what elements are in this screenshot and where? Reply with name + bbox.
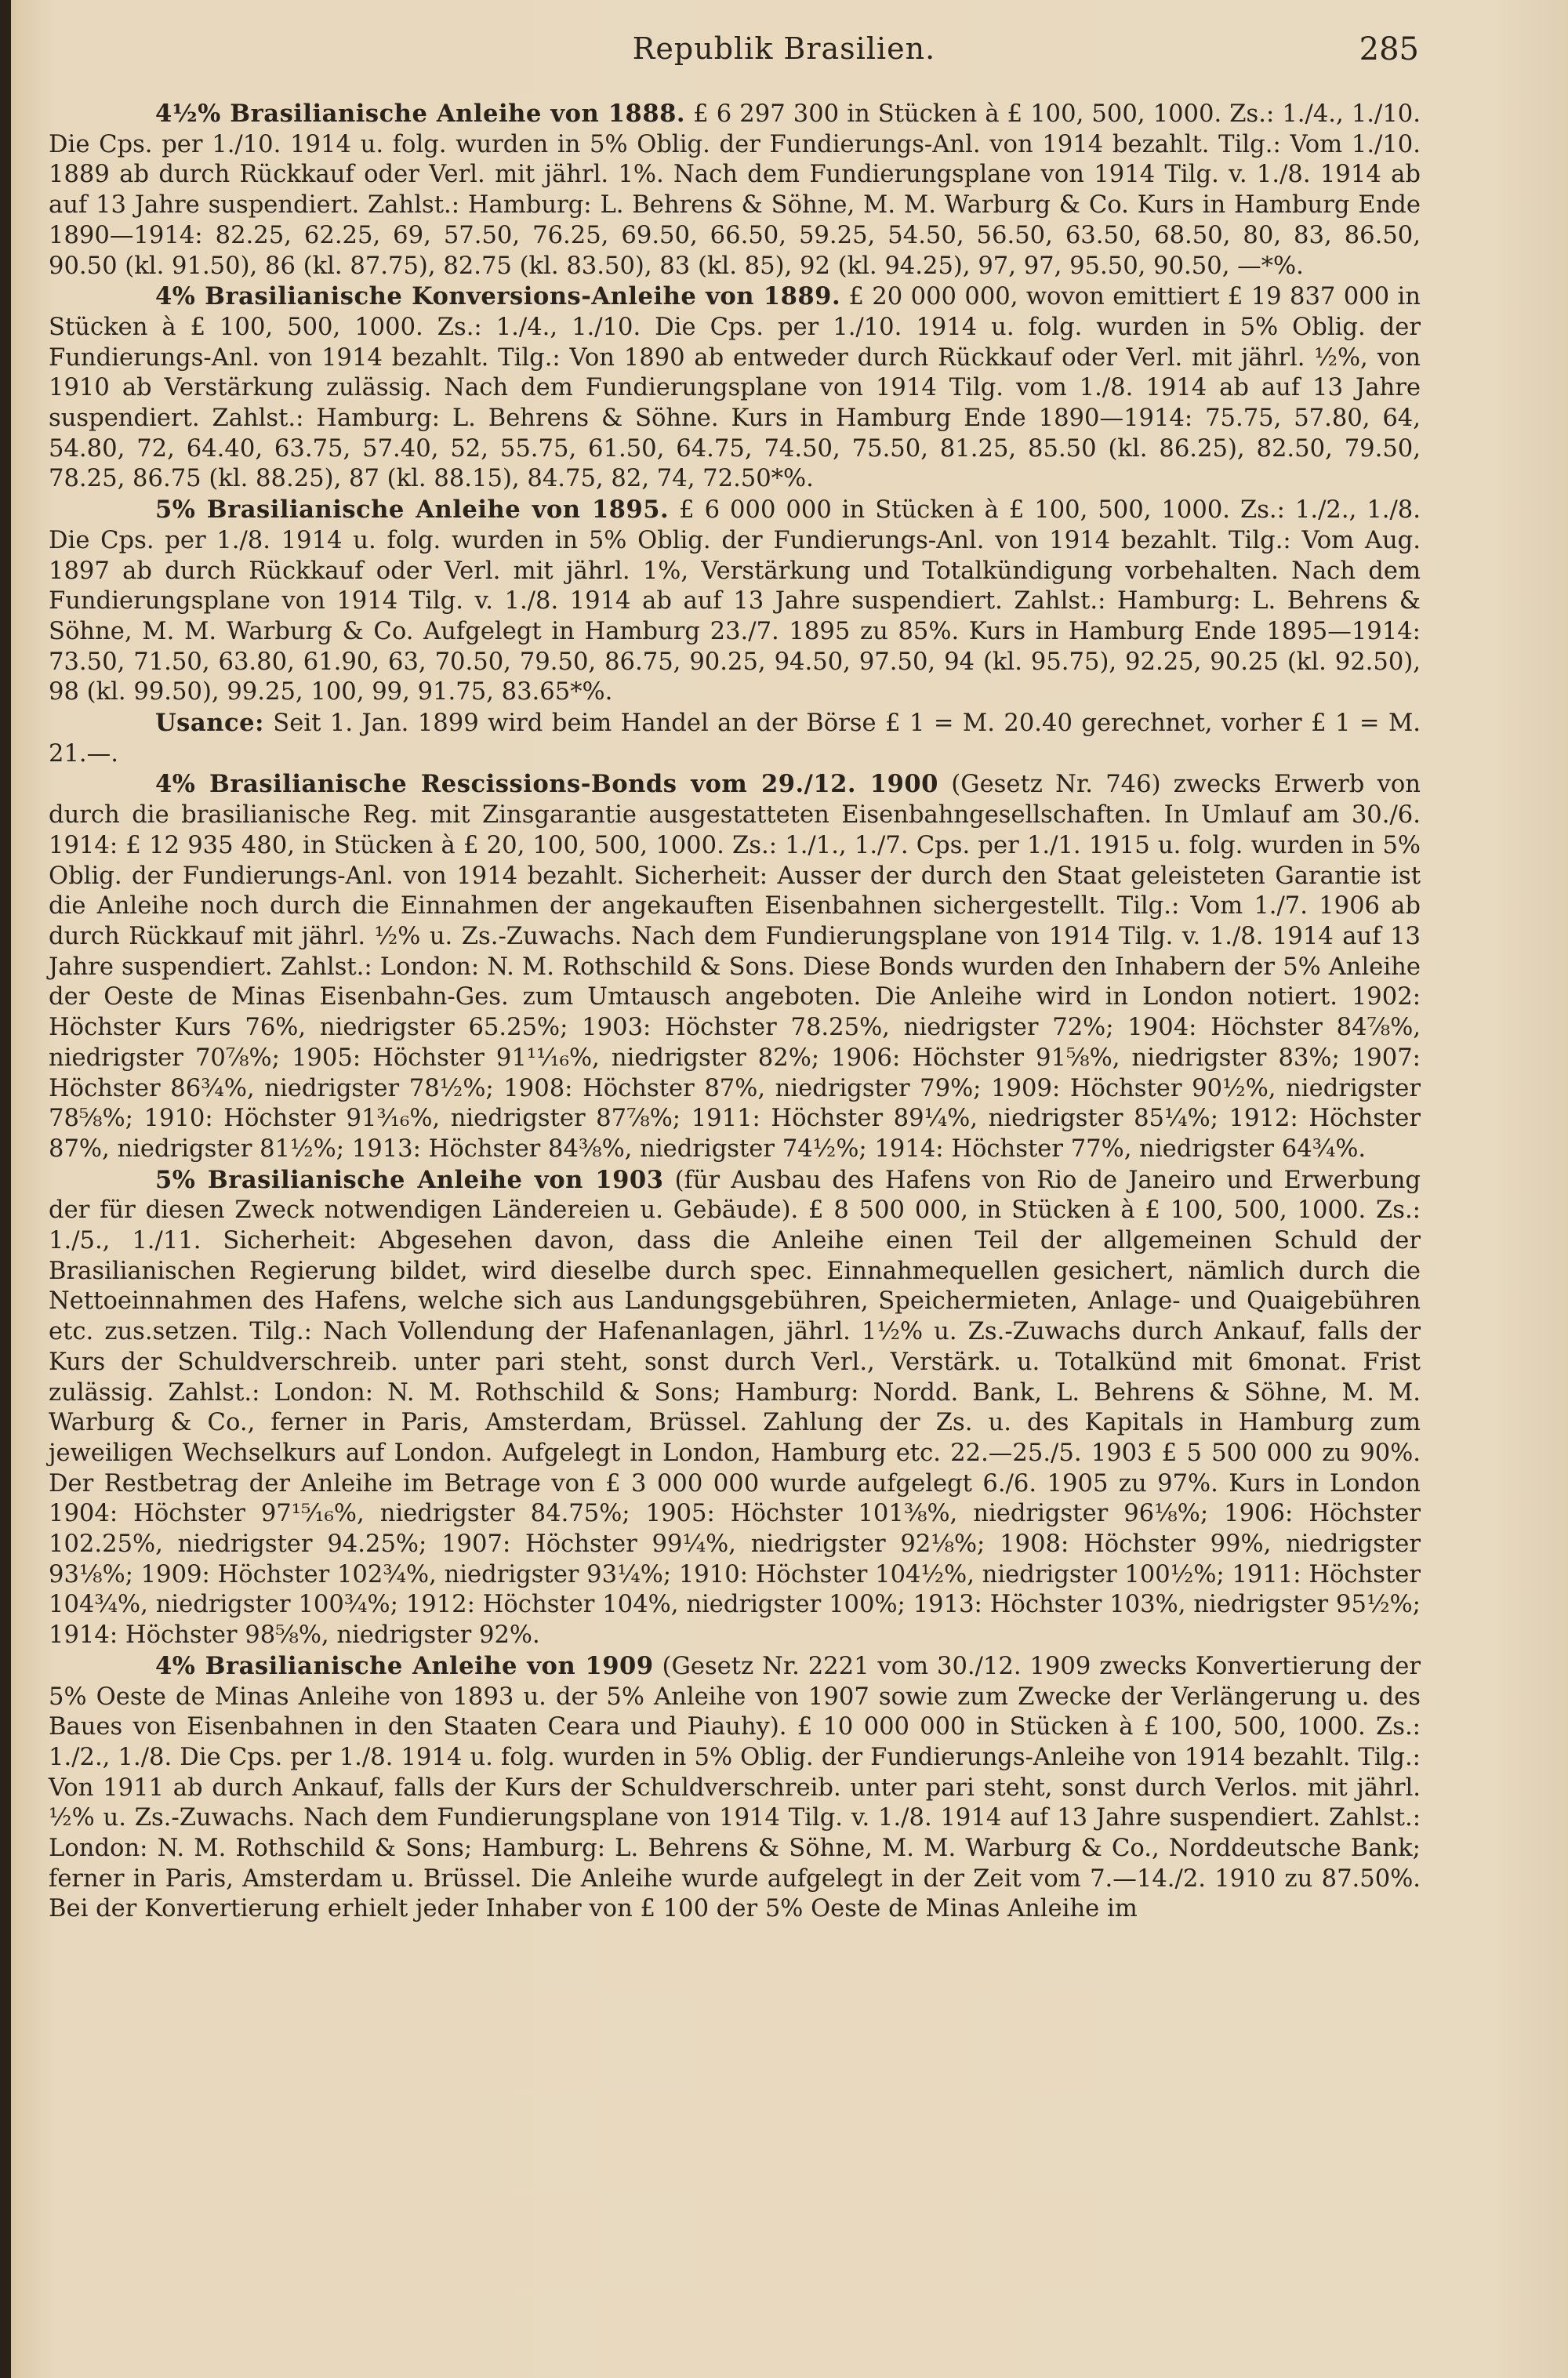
running-title: Republik Brasilien. (632, 31, 936, 66)
entry-anleihe-1909 (49, 1651, 1421, 1925)
book-spine-edge (0, 0, 11, 2378)
entry-text: £ 6 297 300 in Stücken à £ 100, 500, 1000. Zs.: 1./4., 1./10. Die Cps. per 1./10. 1914 u. folg. wurden in 5% Oblig. der Fundierungs-Anl. von 1914 bezahlt. Tilg.: Vom 1./10. 1889 ab durch Rückkauf oder Verl. mit jährl. 1%. Nach dem Fundierungsplane von 1914 Tilg. v. 1./8. 1914 ab auf 13 Jahre suspendiert. Zahlst.: Hamburg: L. Behrens & Söhne, M. M. Warburg & Co. Kurs in Hamburg Ende 1890—1914: 82.25, 62.25, 69, 57.50, 76.25, 69.50, 66.50, 59.25, 54.50, 56.50, 63.50, 68.50, 80, 83, 86.50, 90.50 (kl. 91.50), 86 (kl. 87.75), 82.75 (kl. 83.50), 83 (kl. 85), 92 (kl. 94.25), 97, 97, 95.50, 90.50, —*%. (49, 100, 1421, 280)
entry-anleihe-1888 (49, 99, 1421, 281)
page-number: 285 (1359, 31, 1419, 67)
main-text (49, 99, 1421, 1925)
entry-rescissions-bonds-1900 (49, 769, 1421, 1164)
entry-text: £ 6 000 000 in Stücken à £ 100, 500, 1000. Zs.: 1./2., 1./8. Die Cps. per 1./8. 1914 u. folg. wurden in 5% Oblig. der Fundierungs-Anl. von 1914 bezahlt. Tilg.: Vom Aug. 1897 ab durch Rückkauf oder Verl. mit jährl. 1%, Verstärkung und Totalkündigung vorbehalten. Nach dem Fundierungsplane von 1914 Tilg. v. 1./8. 1914 ab auf 13 Jahre suspendiert. Zahlst.: Hamburg: L. Behrens & Söhne, M. M. Warburg & Co. Aufgelegt in Hamburg 23./7. 1895 zu 85%. Kurs in Hamburg Ende 1895—1914: 73.50, 71.50, 63.80, 61.90, 63, 70.50, 79.50, 86.75, 90.25, 94.50, 97.50, 94 (kl. 95.75), 92.25, 90.25 (kl. 92.50), 98 (kl. 99.50), 99.25, 100, 99, 91.75, 83.65*%. (49, 496, 1421, 706)
entry-heading: 4½% Brasilianische Anleihe von 1888. (155, 100, 686, 128)
entry-text: £ 20 000 000, wovon emittiert £ 19 837 000 in Stücken à £ 100, 500, 1000. Zs.: 1./4., 1./10. Die Cps. per 1./10. 1914 u. folg. wurden in 5% Oblig. der Fundierungs-Anl. von 1914 bezahlt. Tilg.: Von 1890 ab entweder durch Rückkauf oder Verl. mit jährl. ½%, von 1910 ab Verstärkung zulässig. Nach dem Fundierungsplane von 1914 Tilg. vom 1./8. 1914 ab auf 13 Jahre suspendiert. Zahlst.: Hamburg: L. Behrens & Söhne. Kurs in Hamburg Ende 1890—1914: 75.75, 57.80, 64, 54.80, 72, 64.40, 63.75, 57.40, 52, 55.75, 61.50, 64.75, 74.50, 75.50, 81.25, 85.50 (kl. 86.25), 82.50, 79.50, 78.25, 86.75 (kl. 88.25), 87 (kl. 88.15), 84.75, 82, 74, 72.50*%. (49, 283, 1421, 493)
entry-anleihe-1895 (49, 495, 1421, 708)
entry-anleihe-1903 (49, 1165, 1421, 1651)
entry-heading: 4% Brasilianische Konversions-Anleihe von 1889. (155, 282, 841, 311)
entry-heading: 5% Brasilianische Anleihe von 1903 (155, 1165, 664, 1194)
entry-usance (49, 708, 1421, 769)
entry-konversions-anleihe-1889 (49, 281, 1421, 495)
entry-heading: 5% Brasilianische Anleihe von 1895. (155, 496, 670, 525)
entry-text: (Gesetz Nr. 746) zwecks Erwerb von durch die brasilianische Reg. mit Zinsgarantie ausgestatteten Eisenbahngesellschaften. In Umlauf am 30./6. 1914: £ 12 935 480, in Stücken à £ 20, 100, 500, 1000. Zs.: 1./1., 1./7. Cps. per 1./1. 1915 u. folg. wurden in 5% Oblig. der Fundierungs-Anl. von 1914 bezahlt. Sicherheit: Ausser der durch den Staat geleisteten Garantie ist die Anleihe noch durch die Einnahmen der angekauften Eisenbahnen sichergestellt. Tilg.: Vom 1./7. 1906 ab durch Rückkauf mit jährl. ½% u. Zs.-Zuwachs. Nach dem Fundierungsplane von 1914 Tilg. v. 1./8. 1914 auf 13 Jahre suspendiert. Zahlst.: London: N. M. Rothschild & Sons. Diese Bonds wurden den Inhabern der 5% Anleihe der Oeste de Minas Eisenbahn-Ges. zum Umtausch angeboten. Die Anleihe wird in London notiert. 1902: Höchster Kurs 76%, niedrigster 65.25%; 1903: Höchster 78.25%, niedrigster 72%; 1904: Höchster 84⅞%, niedrigster 70⅞%; 1905: Höchster 91¹¹⁄₁₆%, niedrigster 82%; 1906: Höchster 91⅝%, niedrigster 83%; 1907: Höchster 86¾%, niedrigster 78½%; 1908: Höchster 87%, niedrigster 79%; 1909: Höchster 90½%, niedrigster 78⅝%; 1910: Höchster 91³⁄₁₆%, niedrigster 87⅞%; 1911: Höchster 89¼%, niedrigster 85¼%; 1912: Höchster 87%, niedrigster 81½%; 1913: Höchster 84⅜%, niedrigster 74½%; 1914: Höchster 77%, niedrigster 64¾%. (49, 771, 1421, 1163)
entry-heading: 4% Brasilianische Anleihe von 1909 (155, 1651, 654, 1680)
entry-heading: Usance: (155, 709, 264, 738)
entry-text: (Gesetz Nr. 2221 vom 30./12. 1909 zwecks Konvertierung der 5% Oeste de Minas Anleihe von 1893 u. der 5% Anleihe von 1907 sowie zum Zwecke der Verlängerung u. des Baues von Eisenbahnen in den Staaten Ceara und Piauhy). £ 10 000 000 in Stücken à £ 100, 500, 1000. Zs.: 1./2., 1./8. Die Cps. per 1./8. 1914 u. folg. wurden in 5% Oblig. der Fundierungs-Anleihe von 1914 bezahlt. Tilg.: Von 1911 ab durch Ankauf, falls der Kurs der Schuldverschreib. unter pari steht, sonst durch Verlos. mit jährl. ½% u. Zs.-Zuwachs. Nach dem Fundierungsplane von 1914 Tilg. v. 1./8. 1914 auf 13 Jahre suspendiert. Zahlst.: London: N. M. Rothschild & Sons; Hamburg: L. Behrens & Söhne, M. M. Warburg & Co., Norddeutsche Bank; ferner in Paris, Amsterdam u. Brüssel. Die Anleihe wurde aufgelegt in der Zeit vom 7.—14./2. 1910 zu 87.50%. Bei der Konvertierung erhielt jeder Inhaber von £ 100 der 5% Oeste de Minas Anleihe im (49, 1652, 1421, 1923)
entry-text: (für Ausbau des Hafens von Rio de Janeiro und Erwerbung der für diesen Zweck notwendigen Ländereien u. Gebäude). £ 8 500 000, in Stücken à £ 100, 500, 1000. Zs.: 1./5., 1./11. Sicherheit: Abgesehen davon, dass die Anleihe einen Teil der allgemeinen Schuld der Brasilianischen Regierung bildet, wird dieselbe durch spec. Einnahmequellen gesichert, nämlich durch die Nettoeinnahmen des Hafens, welche sich aus Landungsgebühren, Speichermieten, Anlage- und Quaigebühren etc. zus.setzen. Tilg.: Nach Vollendung der Hafenanlagen, jährl. 1½% u. Zs.-Zuwachs durch Ankauf, falls der Kurs der Schuldverschreib. unter pari steht, sonst durch Verl., Verstärk. u. Totalkünd mit 6monat. Frist zulässig. Zahlst.: London: N. M. Rothschild & Sons; Hamburg: Nordd. Bank, L. Behrens & Söhne, M. M. Warburg & Co., ferner in Paris, Amsterdam, Brüssel. Zahlung der Zs. u. des Kapitals in Hamburg zum jeweiligen Wechselkurs auf London. Aufgelegt in London, Hamburg etc. 22.—25./5. 1903 £ 5 500 000 zu 90%. Der Restbetrag der Anleihe im Betrage von £ 3 000 000 wurde aufgelegt 6./6. 1905 zu 97%. Kurs in London 1904: Höchster 97¹⁵⁄₁₆%, niedrigster 84.75%; 1905: Höchster 101⅜%, niedrigster 96⅛%; 1906: Höchster 102.25%, niedrigster 94.25%; 1907: Höchster 99¼%, niedrigster 92⅛%; 1908: Höchster 99%, niedrigster 93⅛%; 1909: Höchster 102¾%, niedrigster 93¼%; 1910: Höchster 104½%, niedrigster 100½%; 1911: Höchster 104¾%, niedrigster 100¾%; 1912: Höchster 104%, niedrigster 100%; 1913: Höchster 103%, niedrigster 95½%; 1914: Höchster 98⅝%, niedrigster 92%. (49, 1166, 1421, 1650)
running-header (0, 31, 1568, 78)
entry-heading: 4% Brasilianische Rescissions-Bonds vom 29./12. 1900 (155, 770, 938, 799)
entry-text: Seit 1. Jan. 1899 wird beim Handel an der Börse £ 1 = M. 20.40 gerechnet, vorher £ 1 = M. 21.—. (49, 710, 1421, 768)
